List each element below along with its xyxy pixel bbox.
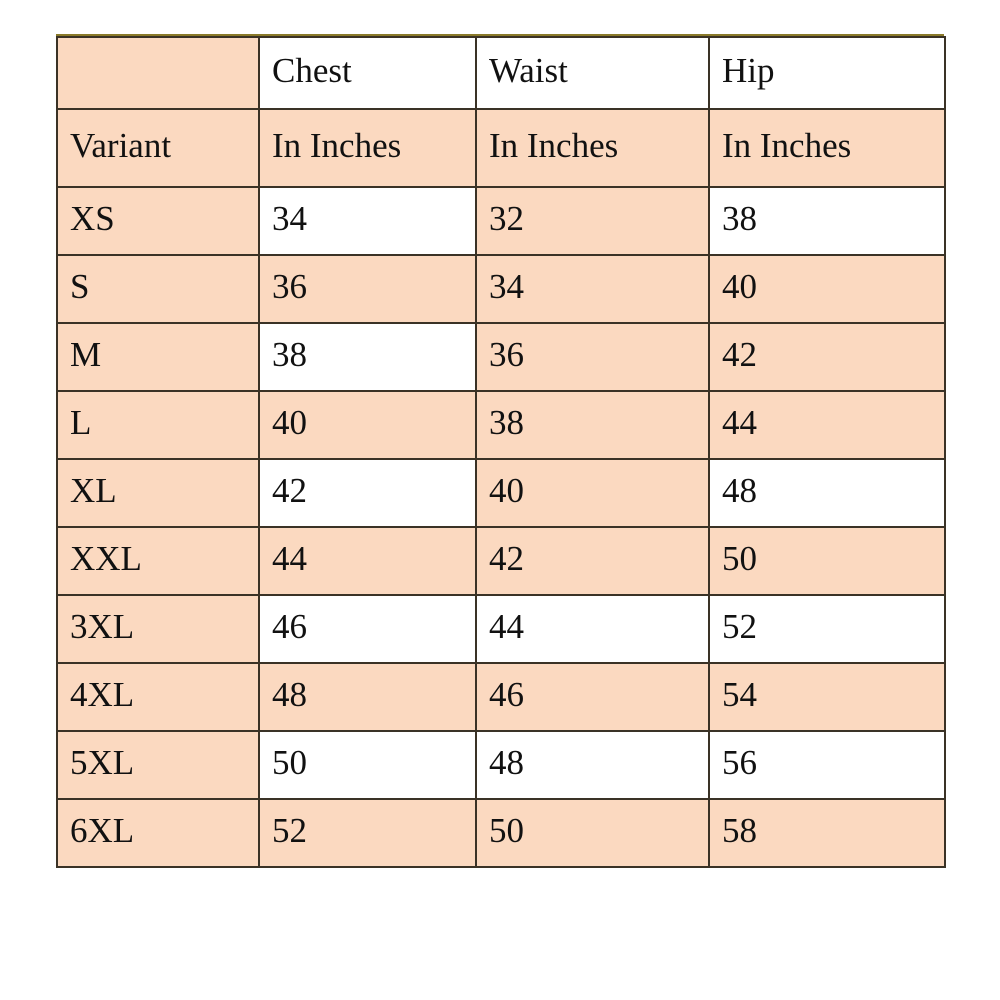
cell-variant: XXL [57, 527, 259, 595]
table-row [57, 391, 945, 459]
cell-variant: XL [57, 459, 259, 527]
cell-hip: 52 [709, 595, 945, 663]
cell-variant: 6XL [57, 799, 259, 867]
header-cell-chest: Chest [259, 37, 476, 109]
cell-waist: 34 [476, 255, 709, 323]
table-row [57, 459, 945, 527]
cell-hip: 50 [709, 527, 945, 595]
cell-chest: 46 [259, 595, 476, 663]
table-row [57, 187, 945, 255]
cell-waist: 38 [476, 391, 709, 459]
table-row [57, 663, 945, 731]
header-cell-blank [57, 37, 259, 109]
cell-hip: 44 [709, 391, 945, 459]
cell-chest: 44 [259, 527, 476, 595]
cell-waist: 32 [476, 187, 709, 255]
cell-chest: 50 [259, 731, 476, 799]
cell-chest: 52 [259, 799, 476, 867]
cell-hip: 56 [709, 731, 945, 799]
table-row [57, 527, 945, 595]
header-cell-hip-unit: In Inches [709, 109, 945, 187]
cell-waist: 40 [476, 459, 709, 527]
cell-hip: 58 [709, 799, 945, 867]
cell-chest: 36 [259, 255, 476, 323]
cell-variant: 5XL [57, 731, 259, 799]
cell-variant: S [57, 255, 259, 323]
table-row [57, 323, 945, 391]
cell-waist: 36 [476, 323, 709, 391]
table-row [57, 731, 945, 799]
cell-variant: M [57, 323, 259, 391]
table-row [57, 799, 945, 867]
cell-hip: 40 [709, 255, 945, 323]
cell-variant: 3XL [57, 595, 259, 663]
header-cell-chest-unit: In Inches [259, 109, 476, 187]
size-chart-table-container [56, 36, 944, 868]
cell-hip: 38 [709, 187, 945, 255]
cell-chest: 40 [259, 391, 476, 459]
cell-waist: 48 [476, 731, 709, 799]
cell-variant: 4XL [57, 663, 259, 731]
table-row [57, 255, 945, 323]
cell-waist: 50 [476, 799, 709, 867]
cell-hip: 48 [709, 459, 945, 527]
bottom-spacer [56, 962, 944, 964]
cell-hip: 42 [709, 323, 945, 391]
table-header-row-2 [57, 109, 945, 187]
table-row [57, 595, 945, 663]
table-header-row-1 [57, 37, 945, 109]
cell-chest: 48 [259, 663, 476, 731]
cell-waist: 46 [476, 663, 709, 731]
header-cell-waist-unit: In Inches [476, 109, 709, 187]
header-cell-hip: Hip [709, 37, 945, 109]
cell-variant: L [57, 391, 259, 459]
cell-chest: 34 [259, 187, 476, 255]
cell-waist: 42 [476, 527, 709, 595]
cell-waist: 44 [476, 595, 709, 663]
cell-hip: 54 [709, 663, 945, 731]
cell-chest: 42 [259, 459, 476, 527]
size-chart-table [56, 36, 946, 868]
cell-chest: 38 [259, 323, 476, 391]
cell-variant: XS [57, 187, 259, 255]
header-cell-waist: Waist [476, 37, 709, 109]
header-cell-variant: Variant [57, 109, 259, 187]
